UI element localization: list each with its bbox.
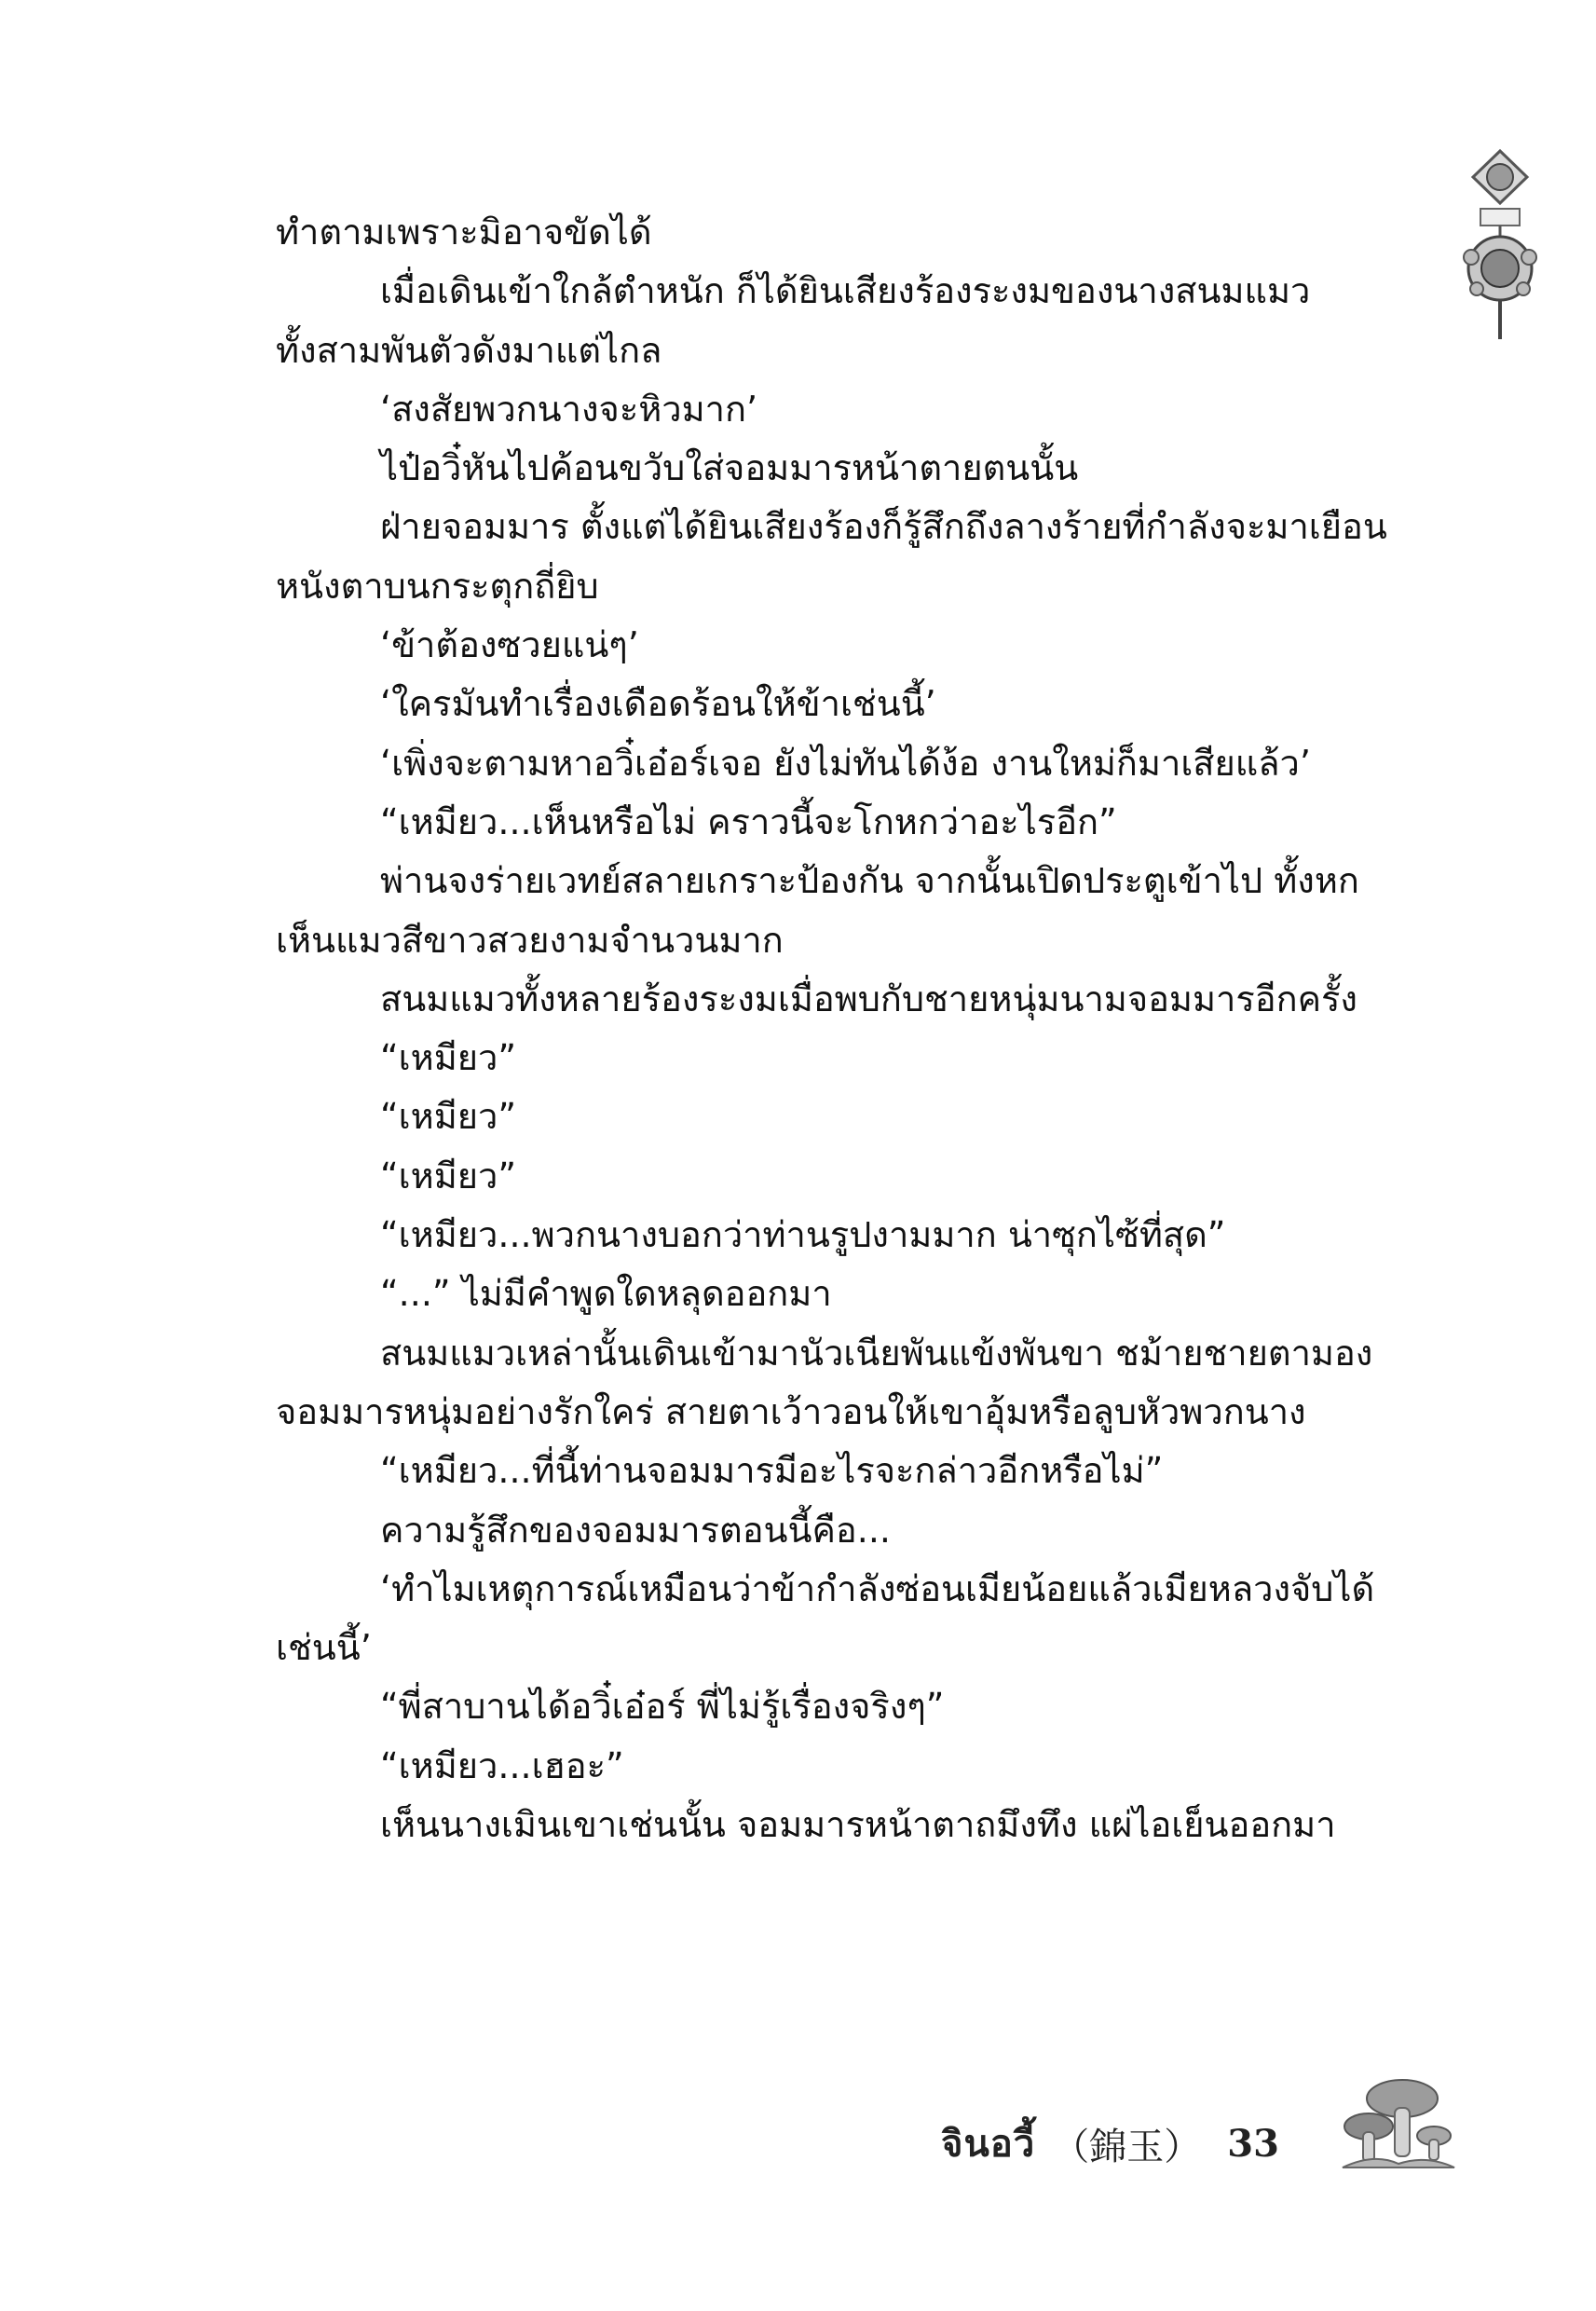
- text-line: “เหมียว”: [380, 1155, 517, 1197]
- text-line: ทั้งสามพันตัวดังมาแต่ไกล: [276, 329, 662, 371]
- text-line: “พี่สาบานได้อวิ๋เอ๋อร์ พี่ไม่รู้เรื่องจริงๆ”: [380, 1686, 945, 1728]
- text-line: สนมแมวทั้งหลายร้องระงมเมื่อพบกับชายหนุ่มนามจอมมารอีกครั้ง: [380, 978, 1357, 1019]
- mushroom-icon: [1337, 2067, 1458, 2179]
- text-line: “เหมียว...เฮอะ”: [380, 1744, 624, 1786]
- book-title-chinese: （錦玉）: [1052, 2125, 1202, 2168]
- text-line: พ่านจงร่ายเวทย์สลายเกราะป้องกัน จากนั้นเปิดประตูเข้าไป ทั้งหก: [380, 860, 1359, 902]
- text-line: ‘ข้าต้องซวยแน่ๆ’: [380, 624, 639, 666]
- text-line: ‘ใครมันทำเรื่องเดือดร้อนให้ข้าเช่นนี้’: [380, 683, 936, 725]
- text-line: “เหมียว...ที่นี้ท่านจอมมารมีอะไรจะกล่าวอีกหรือไม่”: [380, 1450, 1164, 1492]
- text-line: ‘เพิ่งจะตามหาอวิ๋เอ๋อร์เจอ ยังไม่ทันได้ง้อ งานใหม่ก็มาเสียแล้ว’: [380, 742, 1311, 784]
- text-line: เช่นนี้’: [276, 1627, 372, 1669]
- page-footer: [941, 2111, 1279, 2176]
- text-line: ‘ทำไมเหตุการณ์เหมือนว่าข้ากำลังซ่อนเมียน้อยแล้วเมียหลวงจับได้: [380, 1567, 1375, 1609]
- text-line: เห็นนางเมินเขาเช่นนั้น จอมมารหน้าตาถมึงทึง แผ่ไอเย็นออกมา: [380, 1804, 1336, 1846]
- text-line: ฝ่ายจอมมาร ตั้งแต่ได้ยินเสียงร้องก็รู้สึกถึงลางร้ายที่กำลังจะมาเยือน: [380, 506, 1387, 548]
- book-title: จินอวี้: [941, 2122, 1036, 2166]
- text-line: หนังตาบนกระตุกถี่ยิบ: [276, 565, 599, 607]
- text-line: เมื่อเดินเข้าใกล้ตำหนัก ก็ได้ยินเสียงร้องระงมของนางสนมแมว: [380, 270, 1311, 312]
- text-line: ‘สงสัยพวกนางจะหิวมาก’: [380, 388, 758, 430]
- text-line: “เหมียว”: [380, 1037, 517, 1079]
- text-line: ความรู้สึกของจอมมารตอนนี้คือ...: [380, 1509, 891, 1551]
- ornament-icon: [1449, 147, 1551, 343]
- text-line: “เหมียว”: [380, 1096, 517, 1138]
- text-line: “เหมียว...พวกนางบอกว่าท่านรูปงามมาก น่าซุกไซ้ที่สุด”: [380, 1214, 1226, 1256]
- body-text: [276, 203, 1431, 1854]
- text-line: ไป๋อวิ๋หันไปค้อนขวับใส่จอมมารหน้าตายตนนั้น: [380, 447, 1079, 489]
- text-line: “เหมียว...เห็นหรือไม่ คราวนี้จะโกหกว่าอะไรอีก”: [380, 800, 1117, 842]
- text-line: เห็นแมวสีขาวสวยงามจำนวนมาก: [276, 919, 784, 961]
- text-line: จอมมารหนุ่มอย่างรักใคร่ สายตาเว้าวอนให้เขาอุ้มหรือลูบหัวพวกนาง: [276, 1390, 1306, 1432]
- text-line: “...” ไม่มีคำพูดใดหลุดออกมา: [380, 1273, 832, 1315]
- text-line: ทำตามเพราะมิอาจขัดได้: [276, 212, 652, 253]
- text-line: สนมแมวเหล่านั้นเดินเข้ามานัวเนียพันแข้งพันขา ชม้ายชายตามอง: [380, 1332, 1373, 1374]
- page-number: 33: [1227, 2121, 1279, 2166]
